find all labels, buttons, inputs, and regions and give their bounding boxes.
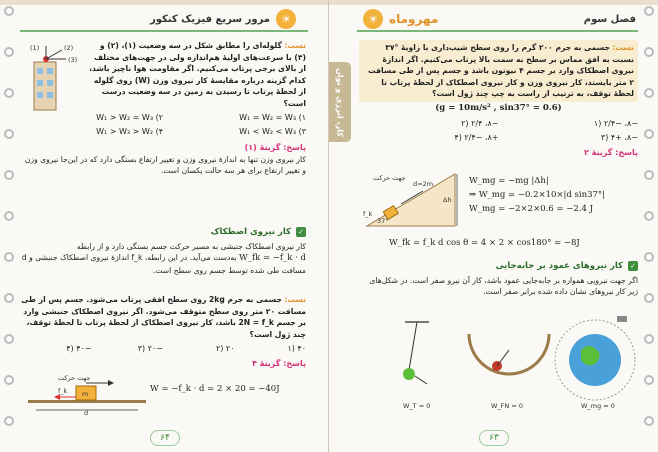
option-1[interactable]: −۸، −۲/۴ (۱ (593, 118, 638, 128)
top-strip (329, 0, 658, 5)
option-4[interactable]: +۸، −۲/۴ (۴ (454, 132, 499, 142)
question-text: گلوله‌ای را مطابق شکل در سه وضعیت (۱)، (۲) و (۳) با سرعت‌های اولیهٔ هم‌اندازه ولی در جهت‌های مختلف از بالای برجی پرتاب می‌کنیم. اگر مقاومت هوا ناچیز باشد، کدام گزینه درباره مقایسهٔ کار نیروی وزن (W) روی گلوله از لحظهٔ پرتاب تا رسیدن به زمین در سه وضعیت درست است؟ (89, 41, 306, 108)
section-title-bar (359, 260, 638, 273)
option-2[interactable]: W₁ > W₂ = W₃ (۲ (96, 113, 163, 123)
solution-block (469, 176, 637, 214)
explanation: کار نیروی وزن تنها به اندازهٔ نیروی وزن و تغییر ارتفاع بستگی دارد که در این‌جا نیروی وزن و تغییر ارتفاع برای هر سه حالت یکسان است. (24, 154, 306, 176)
answer: پاسخ: گزینهٔ ۴ (251, 359, 306, 369)
logo-icon: ☀ (276, 9, 296, 29)
question-3 (359, 40, 638, 159)
caption-tension: W_T = 0 (403, 402, 431, 410)
fig-label-3: (3) (68, 56, 78, 64)
header-rule (20, 30, 308, 32)
answer: پاسخ: گزینهٔ (۱) (244, 142, 306, 152)
given-values: (g = 10m/s² , sin37° = 0.6) (435, 102, 562, 113)
binding-rings (2, 6, 16, 446)
fig-d-label: d=2m (413, 180, 434, 188)
answer: پاسخ: گزینهٔ ۲ (583, 147, 638, 157)
option-2[interactable]: −۸، ۲/۴ (۲ (461, 118, 499, 128)
option-3[interactable]: W₁ < W₂ < W₃ (۳ (239, 127, 306, 137)
logo-icon: ☀ (363, 9, 383, 29)
options (359, 117, 638, 145)
fig-angle-label: 37° (377, 217, 389, 225)
page-number: ۶۴ (150, 430, 180, 446)
solution-line-1: W_mg = −mg |Δh| (469, 176, 549, 186)
options (20, 342, 306, 356)
fig-mass-label: m (82, 390, 89, 398)
test-badge: تست: (284, 295, 306, 304)
fig-dir-label: جهت حرکت (58, 374, 91, 382)
section-formula: W_fk = −f_k · d (238, 253, 306, 264)
option-1[interactable]: W₁ = W₂ = W₃ (۱ (239, 113, 306, 123)
binding-rings (642, 6, 656, 446)
option-2[interactable]: ۲۰ (۲ (215, 344, 235, 354)
section-text: اگر جهت نیرویی همواره بر جابه‌جایی عمود باشد، کار آن نیرو صفر است. در شکل‌های زیر کار نیروهای نشان داده شده برابر صفر است. (369, 275, 638, 297)
fig-distance-label: d (84, 409, 89, 416)
fig-h-label: Δh (443, 196, 452, 204)
question-box (359, 40, 638, 102)
question-2 (20, 294, 306, 370)
question-text: جسمی به جرم 2kg روی سطح افقی پرتاب می‌شود. جسم پس از طی مسافت ۲۰ متر روی سطح متوقف می‌شود. اگر نیروی اصطکاک جنبشی وارد بر جسم 2N = f_k باشد، کار نیروی اصطکاک از لحظهٔ پرتاب تا لحظهٔ توقف، چند ژول است؟ (21, 295, 306, 339)
test-badge: تست: (612, 43, 634, 52)
friction-section (20, 222, 306, 277)
check-icon: ✓ (628, 261, 638, 271)
question-text: جسمی به جرم ۲۰۰ گرم را روی سطح شیب‌داری با زاویهٔ °۳۷ نسبت به افق مماس بر سطح به سمت بالا پرتاب می‌کنیم. اگر اندازهٔ نیروی اصطکاک وارد بر جسم ۴ نیوتون باشد و جسم پس از طی مسافت ۲ متر بایستد، کار نیروی وزن و کار نیروی اصطکاک از لحظهٔ پرتاب تا لحظهٔ توقف، به ترتیب از راست به چپ چند ژول است؟ (368, 43, 634, 99)
test-badge: تست: (284, 41, 306, 50)
fig-label-2: (2) (64, 44, 74, 52)
section-text-2: به‌دست می‌آید. در این رابطه، f_k اندازهٔ نیروی اصطکاک جنبشی و d مسافت طی شده توسط جسم روی سطح است. (21, 253, 306, 276)
header-title: مرور سریع فیزیک کنکور (149, 13, 270, 25)
section-title: کار نیروهای عمود بر جابه‌جایی (495, 261, 623, 271)
top-strip (0, 0, 328, 5)
page-header (150, 7, 296, 31)
options (20, 111, 306, 139)
block-figure (28, 372, 148, 416)
caption-normal: W_FN = 0 (491, 402, 523, 410)
zero-work-figures (369, 314, 639, 414)
section-title: کار نیروی اصطکاک (210, 227, 291, 237)
fig-label-1: (1) (30, 44, 40, 52)
header-rule (357, 30, 638, 32)
fig-friction-label: f_k (58, 387, 68, 395)
solution-formula: W = −f_k · d = 2 × 20 = −40J (150, 384, 280, 394)
brand (363, 7, 438, 31)
section-title-bar (20, 226, 306, 239)
perpendicular-section (359, 256, 638, 298)
fig-f-label: f_k (363, 210, 373, 218)
page-header (584, 7, 636, 31)
incline-figure (363, 166, 463, 232)
section-text-1: کار نیروی اصطکاک جنبشی به مسیر حرکت جسم بستگی دارد و از رابطه (76, 241, 306, 251)
chapter-side-tab[interactable]: کار، انرژی و توان (329, 62, 351, 142)
tower-figure (22, 42, 84, 112)
option-3[interactable]: −۸، +۴ (۳ (600, 132, 638, 142)
option-4[interactable]: −۴۰ (۴ (66, 344, 92, 354)
solution-line-3: W_mg = −2×2×0.6 = −2.4 J (469, 204, 593, 214)
option-1[interactable]: ۴۰ (۱ (287, 344, 306, 354)
check-icon: ✓ (296, 227, 306, 237)
caption-gravity: W_mg = 0 (581, 402, 615, 410)
option-3[interactable]: −۲۰ (۳ (137, 344, 163, 354)
right-page (329, 0, 658, 452)
solution-line-4: W_fk = f_k d cos θ = 4 × 2 × cos180° = −8J (389, 238, 580, 248)
chapter-label: فصل سوم (583, 13, 636, 25)
solution-line-2: ⇒ W_mg = −0.2×10×|d sin37°| (469, 190, 606, 200)
brand-name: مهروماه (389, 12, 439, 26)
option-4[interactable]: W₁ > W₃ > W₂ (۴ (96, 127, 163, 137)
page-number: ۶۳ (479, 430, 509, 446)
fig-dir-label: جهت حرکت (373, 174, 406, 182)
